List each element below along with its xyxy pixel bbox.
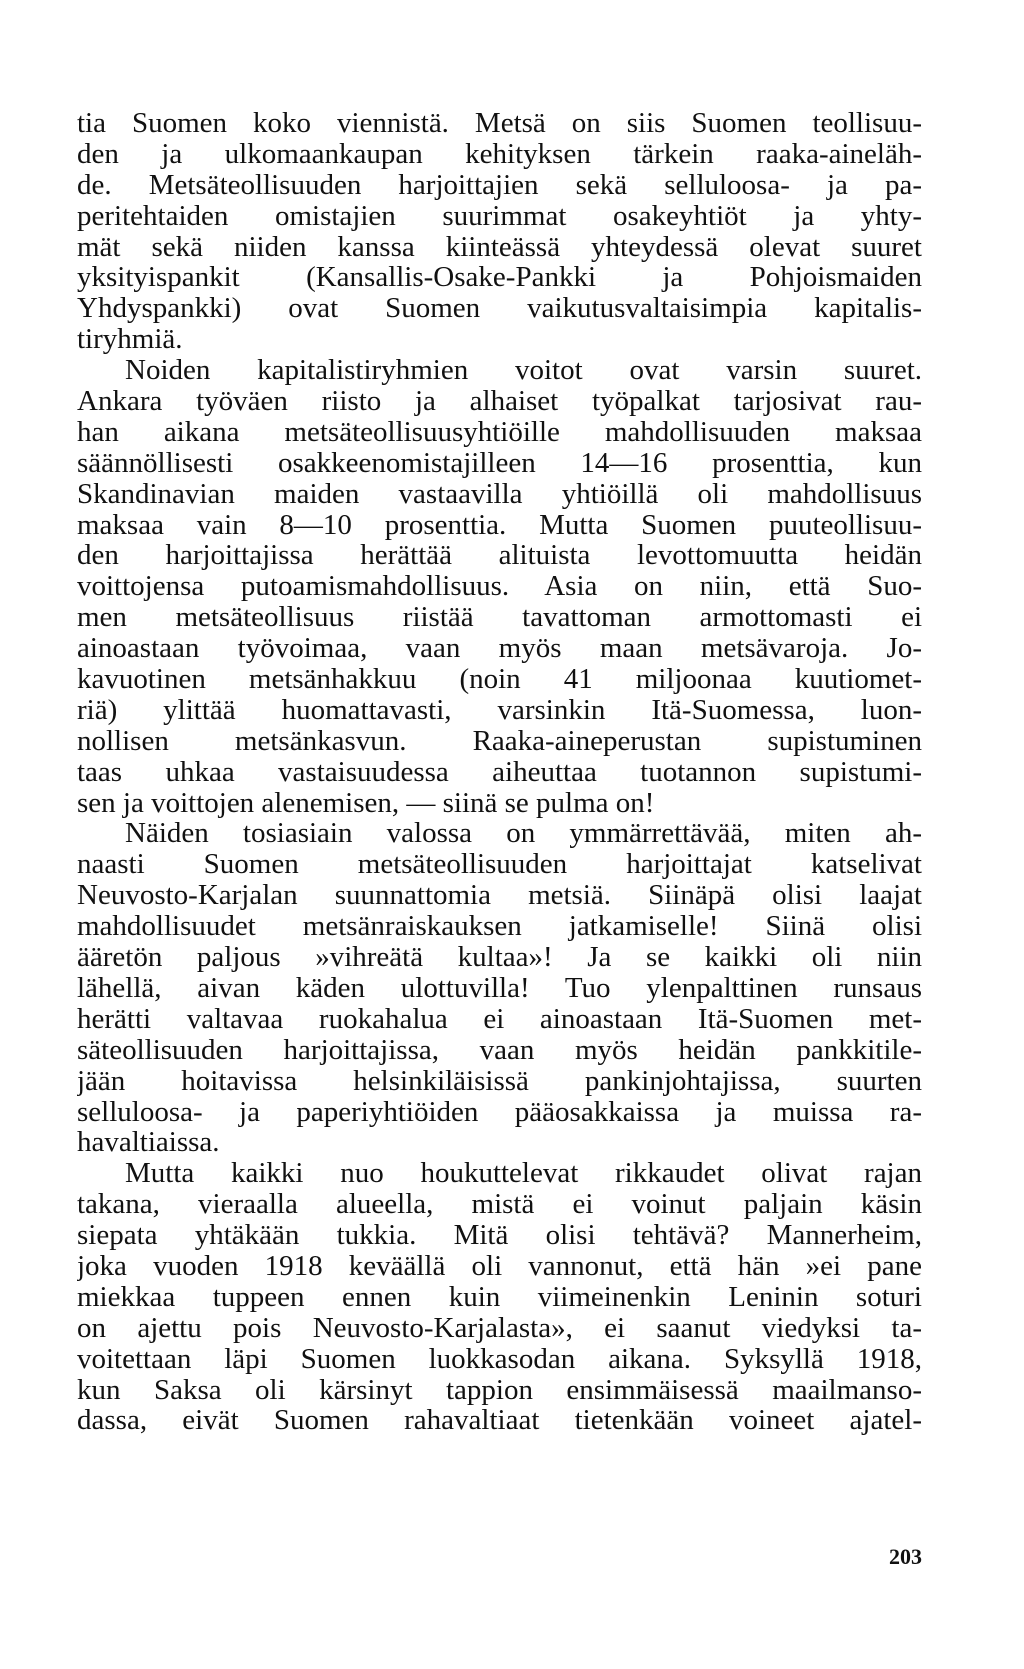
text-line: nollisen metsänkasvun. Raaka-aineperustan supistuminen xyxy=(77,725,922,757)
text-line: naasti Suomen metsäteollisuuden harjoittajat katselivat xyxy=(77,849,922,881)
text-line: han aikana metsäteollisuusyhtiöille mahdollisuuden maksaa xyxy=(77,416,922,448)
text-line: riä) ylittää huomattavasti, varsinkin Itä-Suomessa, luon- xyxy=(77,694,922,726)
text-line: Noiden kapitalistiryhmien voitot ovat varsin suuret. xyxy=(125,355,922,387)
text-line: on ajettu pois Neuvosto-Karjalasta», ei saanut viedyksi ta- xyxy=(77,1312,922,1344)
text-line: säteollisuuden harjoittajissa, vaan myös heidän pankkitile- xyxy=(77,1034,922,1066)
text-line: taas uhkaa vastaisuudessa aiheuttaa tuotannon supistumi- xyxy=(77,756,922,788)
text-line: kavuotinen metsänhakkuu (noin 41 miljoonaa kuutiomet- xyxy=(77,664,922,695)
text-line: Yhdyspankki) ovat Suomen vaikutusvaltaisimpia kapitalis- xyxy=(77,293,922,325)
text-line: kun Saksa oli kärsinyt tappion ensimmäisessä maailmanso- xyxy=(77,1374,922,1406)
page-number: 203 xyxy=(889,1544,922,1569)
text-line: maksaa vain 8—10 prosenttia. Mutta Suomen puuteollisuu- xyxy=(77,509,922,541)
text-line: mät sekä niiden kanssa kiinteässä yhteydessä olevat suuret xyxy=(77,231,922,263)
text-line: säännöllisesti osakkeenomistajilleen 14—16 prosenttia, kun xyxy=(77,447,922,479)
text-line: Näiden tosiasiain valossa on ymmärrettävää, miten ah- xyxy=(125,818,922,850)
text-line: peritehtaiden omistajien suurimmat osakeyhtiöt ja yhty- xyxy=(77,200,922,232)
text-line: Neuvosto-Karjalan suunnattomia metsiä. Siinäpä olisi laajat xyxy=(77,880,922,912)
text-line: voitettaan läpi Suomen luokkasodan aikana. Syksyllä 1918, xyxy=(77,1343,922,1375)
text-line: siepata yhtäkään tukkia. Mitä olisi tehtävä? Mannerheim, xyxy=(77,1220,922,1251)
text-line: men metsäteollisuus riistää tavattoman armottomasti ei xyxy=(77,602,922,634)
text-line: tiryhmiä. xyxy=(77,324,183,356)
text-line: tia Suomen koko viennistä. Metsä on siis Suomen teollisuu- xyxy=(77,108,922,139)
text-line: ainoastaan työvoimaa, vaan myös maan metsävaroja. Jo- xyxy=(77,633,922,665)
text-line: havaltiaissa. xyxy=(77,1127,220,1159)
text-line: voittojensa putoamismahdollisuus. Asia on niin, että Suo- xyxy=(77,571,922,603)
text-line: selluloosa- ja paperiyhtiöiden pääosakkaissa ja muissa ra- xyxy=(77,1096,922,1128)
text-line: joka vuoden 1918 keväällä oli vannonut, että hän »ei pane xyxy=(77,1250,922,1282)
text-line: yksityispankit (Kansallis-Osake-Pankki ja Pohjoismaiden xyxy=(77,262,922,294)
text-line: mahdollisuudet metsänraiskauksen jatkamiselle! Siinä olisi xyxy=(77,911,922,943)
text-line: den harjoittajissa herättää alituista levottomuutta heidän xyxy=(77,540,922,572)
text-line: lähellä, aivan käden ulottuvilla! Tuo ylenpalttinen runsaus xyxy=(77,972,922,1004)
text-line: herätti valtavaa ruokahalua ei ainoastaan Itä-Suomen met- xyxy=(77,1003,922,1035)
text-line: miekkaa tuppeen ennen kuin viimeinenkin Leninin soturi xyxy=(77,1281,922,1313)
text-line: takana, vieraalla alueella, mistä ei voinut paljain käsin xyxy=(77,1189,922,1221)
text-line: de. Metsäteollisuuden harjoittajien sekä selluloosa- ja pa- xyxy=(77,169,922,201)
text-line: Ankara työväen riisto ja alhaiset työpalkat tarjosivat rau- xyxy=(77,386,922,417)
text-line: sen ja voittojen alenemisen, — siinä se pulma on! xyxy=(77,787,655,819)
text-line: jään hoitavissa helsinkiläisissä pankinjohtajissa, suurten xyxy=(77,1065,922,1097)
text-line: den ja ulkomaankaupan kehityksen tärkein raaka-aineläh- xyxy=(77,138,922,170)
body-text xyxy=(77,108,922,1436)
text-line: Mutta kaikki nuo houkuttelevat rikkaudet olivat rajan xyxy=(125,1158,922,1190)
text-line: Skandinavian maiden vastaavilla yhtiöillä oli mahdollisuus xyxy=(77,478,922,510)
text-line: ääretön paljous »vihreätä kultaa»! Ja se kaikki oli niin xyxy=(77,942,922,973)
text-line: dassa, eivät Suomen rahavaltiaat tietenkään voineet ajatel- xyxy=(77,1405,922,1437)
